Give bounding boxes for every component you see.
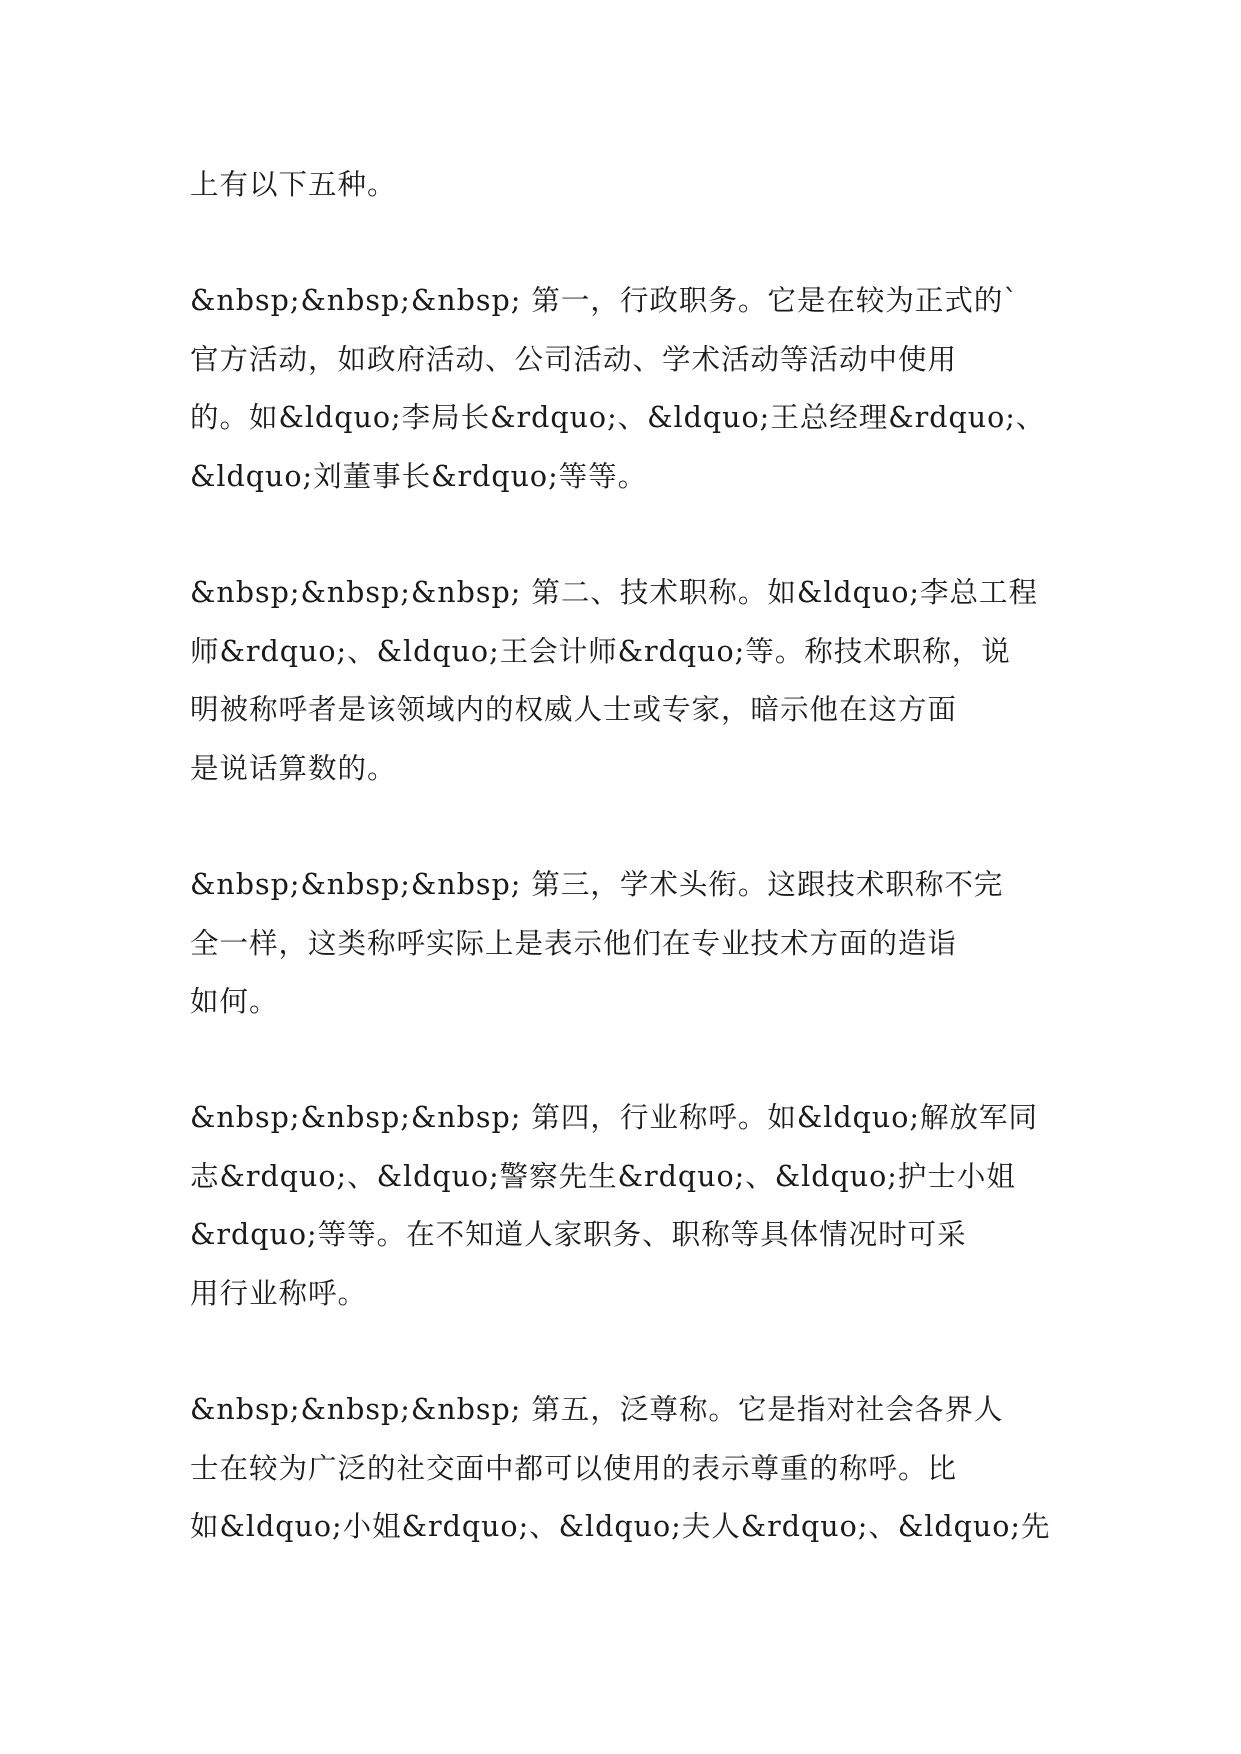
text-line: &rdquo;等等。在不知道人家职务、职称等具体情况时可采 xyxy=(190,1218,967,1251)
text-line: &nbsp;&nbsp;&nbsp; 第一，行政职务。它是在较为正式的` xyxy=(190,284,1019,317)
paragraph-industry-title xyxy=(190,1089,1070,1323)
text-line: &nbsp;&nbsp;&nbsp; 第五，泛尊称。它是指对社会各界人 xyxy=(190,1393,1004,1426)
text-line: 师&rdquo;、&ldquo;王会计师&rdquo;等。称技术职称，说 xyxy=(190,634,1011,668)
text-line: 全一样，这类称呼实际上是表示他们在专业技术方面的造诣 xyxy=(190,926,958,960)
text-line: &ldquo;刘董事长&rdquo;等等。 xyxy=(190,459,648,493)
text-line: 用行业称呼。 xyxy=(190,1276,368,1310)
paragraph-administrative-title xyxy=(190,272,1070,506)
text-line: 如&ldquo;小姐&rdquo;、&ldquo;夫人&rdquo;、&ldquo;先 xyxy=(190,1510,1051,1543)
paragraph-academic-title xyxy=(190,856,1070,1032)
text-line: 上有以下五种。 xyxy=(190,168,397,201)
text-line: 志&rdquo;、&ldquo;警察先生&rdquo;、&ldquo;护士小姐 xyxy=(190,1159,1016,1193)
text-line: &nbsp;&nbsp;&nbsp; 第二、技术职称。如&ldquo;李总工程 xyxy=(190,576,1038,609)
text-line: 明被称呼者是该领域内的权威人士或专家，暗示他在这方面 xyxy=(190,693,958,726)
text-line: 官方活动，如政府活动、公司活动、学术活动等活动中使用 xyxy=(190,342,958,376)
text-line: 如何。 xyxy=(190,985,279,1018)
paragraph-general-honorific xyxy=(190,1381,1070,1557)
text-line: &nbsp;&nbsp;&nbsp; 第三，学术头衔。这跟技术职称不完 xyxy=(190,868,1004,901)
text-line: 士在较为广泛的社交面中都可以使用的表示尊重的称呼。比 xyxy=(190,1451,958,1485)
paragraph-intro xyxy=(190,156,1070,215)
text-line: &nbsp;&nbsp;&nbsp; 第四，行业称呼。如&ldquo;解放军同 xyxy=(190,1101,1038,1134)
paragraph-technical-title xyxy=(190,564,1070,798)
text-line: 是说话算数的。 xyxy=(190,751,397,785)
text-line: 的。如&ldquo;李局长&rdquo;、&ldquo;王总经理&rdquo;、 xyxy=(190,401,1046,434)
